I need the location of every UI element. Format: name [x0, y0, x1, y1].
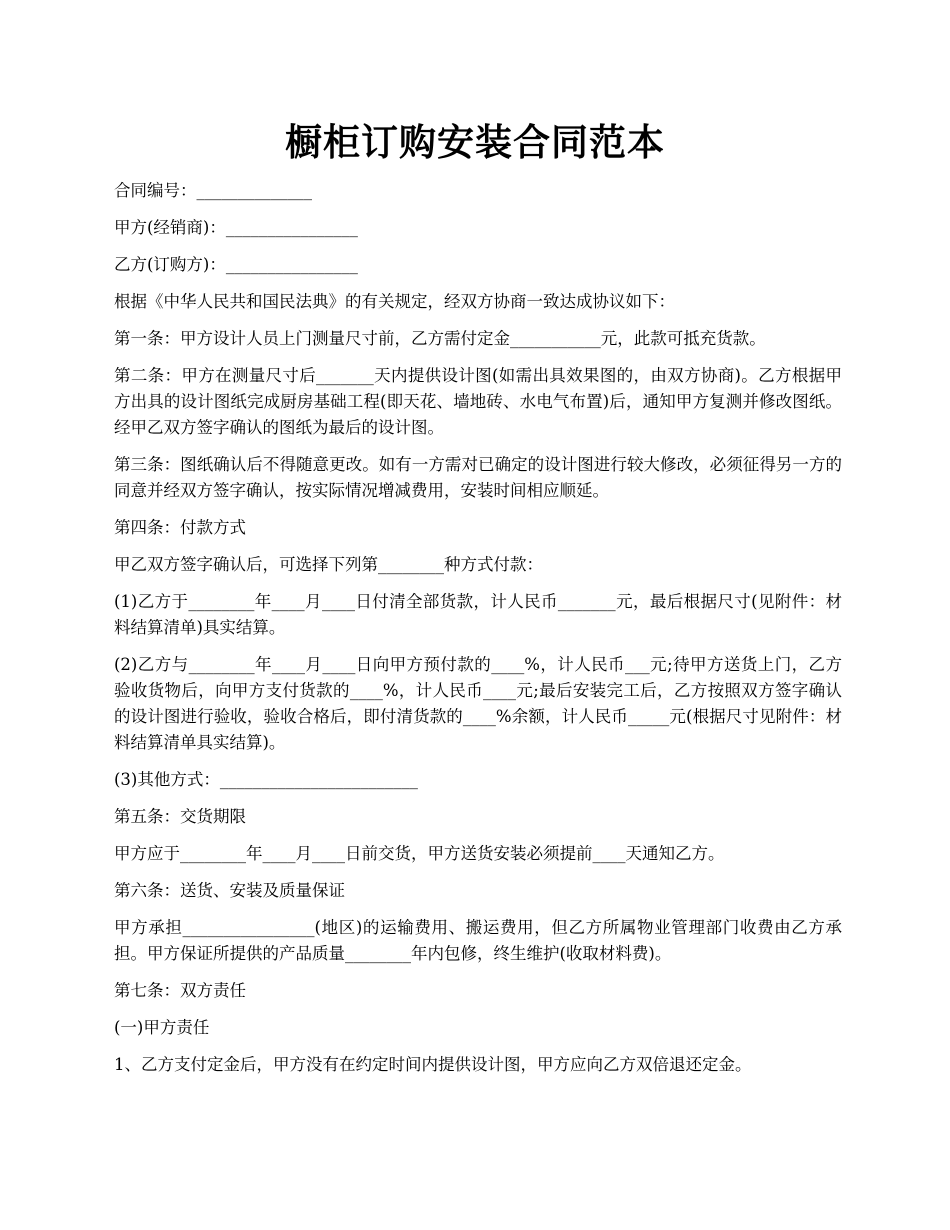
- article-6-paragraph: 甲方承担________________(地区)的运输费用、搬运费用，但乙方所属物业管理部门收费由乙方承担。甲方保证所提供的产品质量________年内包修，终生维护(收取材料费)。: [114, 918, 842, 963]
- payment-option-2: (2)乙方与________年____月____日向甲方预付款的____%，计人民币___元;待甲方送货上门，乙方验收货物后，向甲方支付货款的____%，计人民币____元;最后安装完工后，乙方按照双方签字确认的设计图进行验收，验收合格后，即付清货款的____%余额，计人民币_____元(根据尺寸见附件：材料结算清单具实结算)。: [114, 655, 842, 752]
- payment-option-3: (3)其他方式：________________________: [114, 770, 418, 789]
- document-body: [114, 178, 842, 1089]
- payment-option-1: (1)乙方于________年____月____日付清全部货款，计人民币_______元，最后根据尺寸(见附件：材料结算清单)具实结算。: [114, 592, 842, 637]
- contract-number-line: 合同编号：______________: [114, 181, 312, 200]
- article-3: 第三条：图纸确认后不得随意更改。如有一方需对已确定的设计图进行较大修改，必须征得另一方的同意并经双方签字确认，按实际情况增减费用，安装时间相应顺延。: [114, 455, 842, 500]
- delivery-deadline-line: 甲方应于________年____月____日前交货，甲方送货安装必须提前____天通知乙方。: [114, 844, 725, 863]
- party-a-responsibility-item-1: 1、乙方支付定金后，甲方没有在约定时间内提供设计图，甲方应向乙方双倍退还定金。: [114, 1055, 752, 1074]
- party-a-responsibility-heading: (一)甲方责任: [114, 1018, 210, 1037]
- article-4-heading: 第四条：付款方式: [114, 518, 246, 537]
- article-2: 第二条：甲方在测量尺寸后_______天内提供设计图(如需出具效果图的，由双方协商)。乙方根据甲方出具的设计图纸完成厨房基础工程(即天花、墙地砖、水电气布置)后，通知甲方复测并修改图纸。经甲乙双方签字确认的图纸为最后的设计图。: [114, 366, 842, 437]
- preamble-paragraph: 根据《中华人民共和国民法典》的有关规定，经双方协商一致达成协议如下：: [114, 292, 675, 311]
- party-b-line: 乙方(订购方)：________________: [114, 255, 358, 274]
- article-1: 第一条：甲方设计人员上门测量尺寸前，乙方需付定金___________元，此款可抵充货款。: [114, 329, 766, 348]
- document-title: 橱柜订购安装合同范本: [285, 120, 665, 164]
- article-7-heading: 第七条：双方责任: [114, 981, 246, 1000]
- article-6-heading: 第六条：送货、安装及质量保证: [114, 881, 345, 900]
- article-5-heading: 第五条：交货期限: [114, 807, 246, 826]
- payment-choice-line: 甲乙双方签字确认后，可选择下列第________种方式付款：: [114, 555, 543, 574]
- party-a-line: 甲方(经销商)：________________: [114, 218, 358, 237]
